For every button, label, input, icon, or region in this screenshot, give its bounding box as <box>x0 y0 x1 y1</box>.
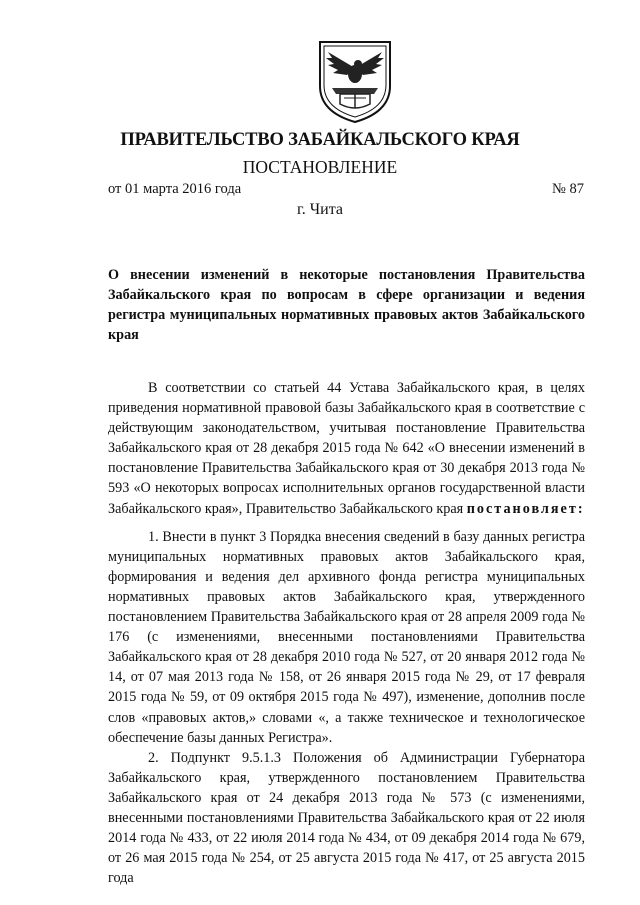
decree-word: постановляет: <box>466 500 585 517</box>
government-title: ПРАВИТЕЛЬСТВО ЗАБАЙКАЛЬСКОГО КРАЯ <box>120 130 520 150</box>
document-type: ПОСТАНОВЛЕНИЕ <box>242 157 398 177</box>
preamble-paragraph <box>108 378 585 519</box>
document-body <box>108 378 585 888</box>
document-number: № 87 <box>552 181 584 197</box>
preamble-text: В соответствии со статьей 44 Устава Забайкальского края, в целях приведения нормативной правовой базы Забайкальского края в соответствие с действующим законодательством, учитывая постановление Правительства Забайкальского края от 28 декабря 2015 года № 642 «О внесении изменений в постановление Правительства Забайкальского края от 30 декабря 2013 года № 593 «О некоторых вопросах исполнительных органов государственной власти Забайкальского края», Правительство Забайкальского края <box>108 380 585 517</box>
document-date: от 01 марта 2016 года <box>108 181 242 197</box>
document-subject: О внесении изменений в некоторые постановления Правительства Забайкальского края по вопросам в сфере организации и ведения регистра муниципальных нормативных правовых актов Забайкальского края <box>108 267 585 343</box>
item-paragraph-2: 2. Подпункт 9.5.1.3 Положения об Администрации Губернатора Забайкальского края, утвержденного постановлением Правительства Забайкальского края от 24 декабря 2013 года № 573 (с изменениями, внесенными постановлениями Правительства Забайкальского края от 22 июля 2014 года № 433, от 22 июля 2014 года № 434, от 09 декабря 2014 года № 679, от 26 мая 2015 года № 254, от 25 августа 2015 года № 417, от 25 августа 2015 года <box>108 749 585 887</box>
coat-of-arms-emblem <box>314 34 396 124</box>
document-city: г. Чита <box>296 201 343 218</box>
item-paragraph-1: 1. Внести в пункт 3 Порядка внесения сведений в базу данных регистра муниципальных нормативных правовых актов Забайкальского края, формирования и ведения дел архивного фонда регистра муниципальных нормативных правовых актов Забайкальского края, утвержденного постановлением Правительства Забайкальского края от 28 апреля 2009 года № 176 (с изменениями, внесенными постановлениями Правительства Забайкальского края от 28 декабря 2010 года № 527, от 20 января 2012 года № 14, от 07 мая 2013 года № 158, от 26 января 2015 года № 29, от 17 февраля 2015 года № 59, от 09 октября 2015 года № 497), изменение, дополнив после слов «правовых актов,» словами «, а также техническое и технологическое обеспечение базы данных Регистра». <box>108 528 585 746</box>
